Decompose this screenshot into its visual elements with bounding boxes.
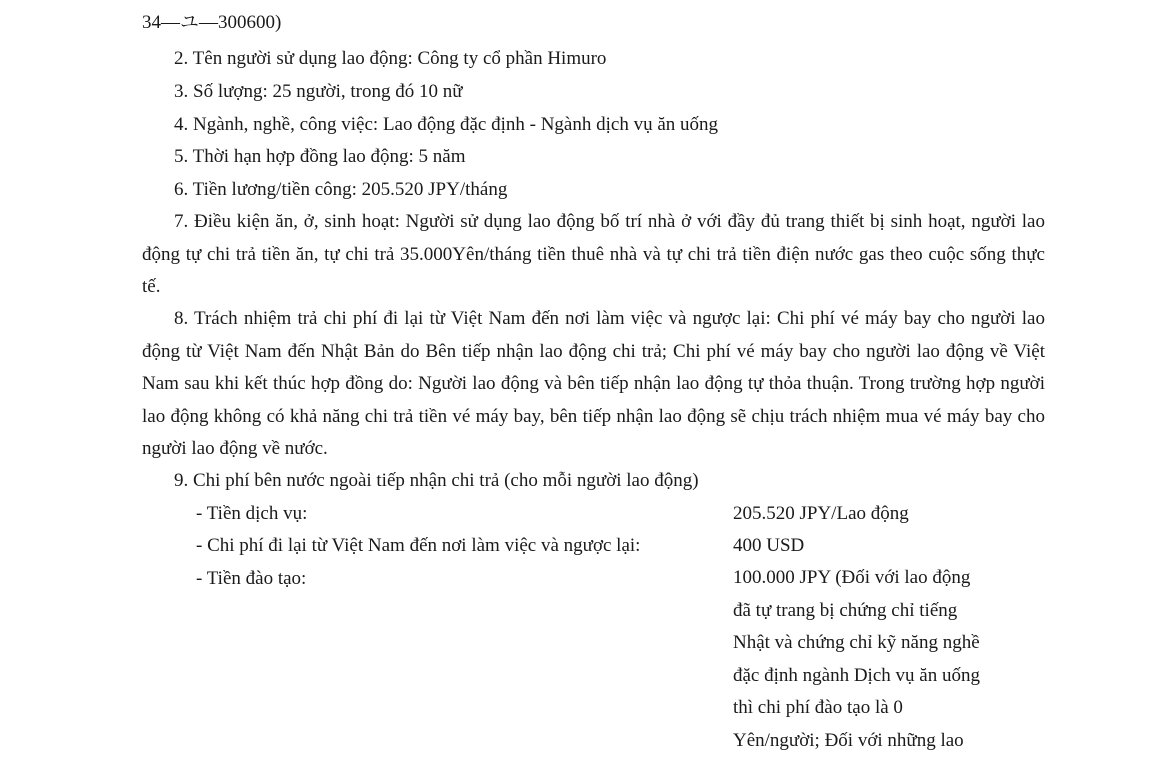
- item-contract-term: 5. Thời hạn hợp đồng lao động: 5 năm: [174, 146, 466, 168]
- item-quantity: 3. Số lượng: 25 người, trong đó 10 nữ: [174, 81, 463, 103]
- training-value-line: 100.000 JPY (Đối với lao động: [733, 562, 1033, 595]
- training-value-line: đã tự trang bị chứng chỉ tiếng: [733, 595, 1033, 628]
- cost-label-service-fee: - Tiền dịch vụ:: [196, 503, 307, 525]
- cost-value-service-fee: 205.520 JPY/Lao động: [733, 503, 909, 525]
- training-value-line: Yên/người; Đối với những lao: [733, 725, 1033, 757]
- reference-line: 34—ユ—300600): [142, 12, 281, 34]
- item-salary: 6. Tiền lương/tiền công: 205.520 JPY/tháng: [174, 179, 507, 201]
- cost-label-training: - Tiền đào tạo:: [196, 568, 306, 590]
- item-foreign-costs-heading: 9. Chi phí bên nước ngoài tiếp nhận chi trả (cho mỗi người lao động): [174, 470, 699, 492]
- item-travel-costs: 8. Trách nhiệm trả chi phí đi lại từ Việt Nam đến nơi làm việc và ngược lại: Chi phí vé máy bay cho người lao động từ Việt Nam đến Nhật Bản do Bên tiếp nhận lao động chi trả; Chi phí vé máy bay cho người lao động về Việt Nam sau khi kết thúc hợp đồng do: Người lao động và bên tiếp nhận lao động tự thỏa thuận. Trong trường hợp người lao động không có khả năng chi trả tiền vé máy bay, bên tiếp nhận lao động sẽ chịu trách nhiệm mua vé máy bay cho người lao động về nước.: [142, 303, 1045, 466]
- training-value-line: thì chi phí đào tạo là 0: [733, 692, 1033, 725]
- training-value-line: đặc định ngành Dịch vụ ăn uống: [733, 660, 1033, 693]
- cost-value-travel: 400 USD: [733, 535, 804, 557]
- item-living-conditions: 7. Điều kiện ăn, ở, sinh hoạt: Người sử dụng lao động bố trí nhà ở với đầy đủ trang thiết bị sinh hoạt, người lao động tự chi trả tiền ăn, tự chi trả 35.000Yên/tháng tiền thuê nhà và tự chi trả tiền điện nước gas theo cuộc sống thực tế.: [142, 206, 1045, 304]
- item-occupation: 4. Ngành, nghề, công việc: Lao động đặc định - Ngành dịch vụ ăn uống: [174, 114, 718, 136]
- training-value-line: Nhật và chứng chỉ kỹ năng nghề: [733, 627, 1033, 660]
- cost-label-travel: - Chi phí đi lại từ Việt Nam đến nơi làm việc và ngược lại:: [196, 535, 640, 557]
- cost-value-training: [733, 562, 1033, 757]
- item-employer-name: 2. Tên người sử dụng lao động: Công ty cổ phần Himuro: [174, 48, 606, 70]
